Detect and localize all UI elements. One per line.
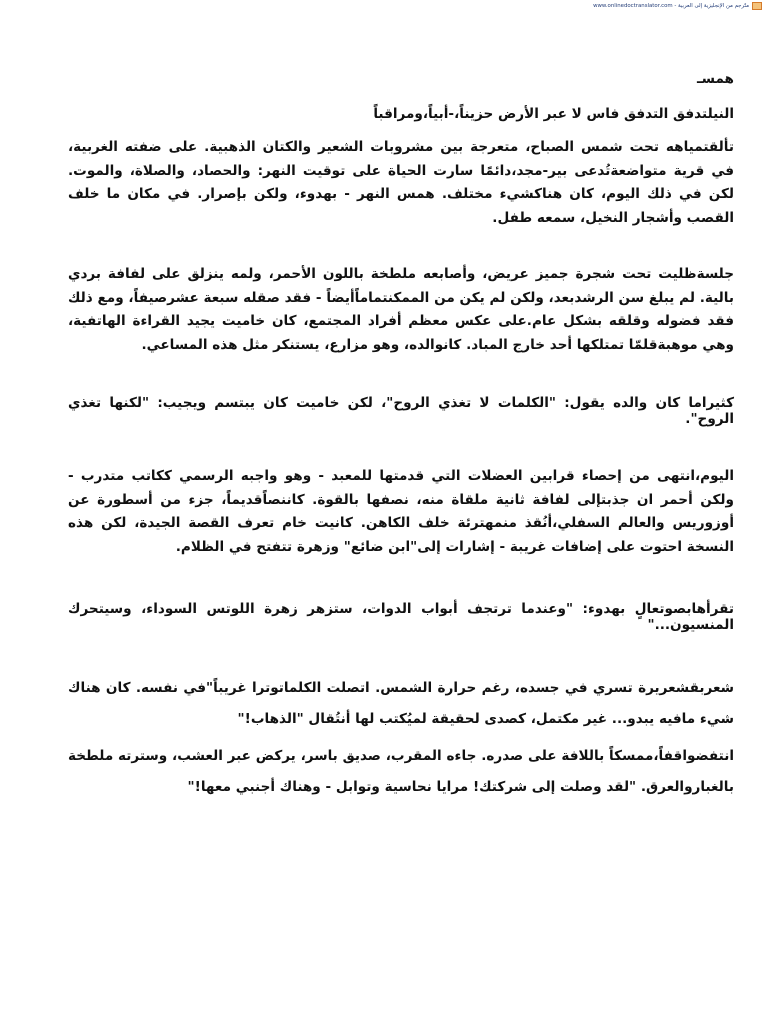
paragraph-4: كثيراما كان والده يقول: "الكلمات لا تغذي الروح"، لكن خاميت كان يبتسم ويجيب: "لكنها تغذي الروح". — [68, 395, 734, 427]
translator-banner — [593, 0, 762, 12]
paragraph-7: شعربقشعريرة تسري في جسده، رغم حرارة الشمس. اتصلت الكلماتوترا غريباً"في نفسه. كان هناك شيء مافيه يبدو... غير مكتمل، كصدى لحقيقة لميُكتب لها أنتُقال "الذهاب!" — [68, 680, 734, 727]
document-title: همسـ — [696, 71, 734, 87]
document-body — [68, 66, 734, 803]
paragraph-6: تقرأهابصوتعالٍ بهدوء: "وعندما ترتجف أبواب الدوات، ستزهر زهرة اللوتس السوداء، وسيتحرك المنسيون..." — [68, 601, 734, 633]
paragraph-3: جلسةظليت تحت شجرة جميز عريض، وأصابعه ملطخة باللون الأحمر، ولمه ينزلق على لفافة بردي بالية. لم يبلغ سن الرشدبعد، ولكن لم يكن من الممكنتماماًأيضاً - فقد صقله سبعة عشرصيفاً، ومع ذلك فقد فضوله وقلقه بشكل عام.على عكس معظم أفراد المجتمع، كان خاميت يجيد القراءة الهاتفية، وهي موهبةقلمّا تمتلكها أحد خارج المباد. كانوالده، وهو مزارع، يستنكر مثل هذه المساعي. — [68, 266, 734, 353]
translator-banner-text: متّرجم من الإنجليزية إلى العربية - www.onlinedoctranslator.com — [593, 3, 749, 9]
document-icon — [752, 2, 762, 10]
paragraph-1: النيلتدفق التدفق فاس لا عبر الأرض حزيناً،-أبياً،ومراقباً — [373, 105, 734, 122]
paragraph-2: تألقتمياهه تحت شمس الصباح، متعرجة بين مشروبات الشعير والكتان الذهبية. على ضفته الغربية، في قرية متواضعةتُدعى بير-مجد،دائمًا سارت الحياة على توقيت النهر: والحصاد، والصلاة، والموت. لكن في ذلك اليوم، كان هناكشيء مختلف. همس النهر - بهدوء، ولكن بإصرار. في مكان ما خلف القصب وأشجار النخيل، سمعه طفل. — [68, 139, 734, 226]
paragraph-5: اليوم،انتهى من إحصاء قرابين العضلات التي قدمتها للمعبد - وهو واجبه الرسمي ككاتب متدرب - ولكن أحمر ان جذبتإلى لفافة ثانية ملقاة منه، نصفها بالقوة. كاننصاًقديماً، جزء من أسطورة عن أوزوريس والعالم السفلي،أنُقذ منمهترئة خلف الكاهن. كانيت خام تعرف القصة الجيدة، لكن هذه النسخة احتوت على إضافات غريبة - إشارات إلى"ابن ضائع" وزهرة تتفتح في الظلام. — [68, 468, 734, 555]
paragraph-8: انتفضواقفاً،ممسكاً باللافة على صدره. جاءه المقرب، صديق باسر، يركض عبر العشب، وسترته ملطخة بالغباروالعرق. "لقد وصلت إلى شركتك! مرايا نحاسية وتوابل - وهناك أجنبي معها!" — [68, 748, 734, 795]
